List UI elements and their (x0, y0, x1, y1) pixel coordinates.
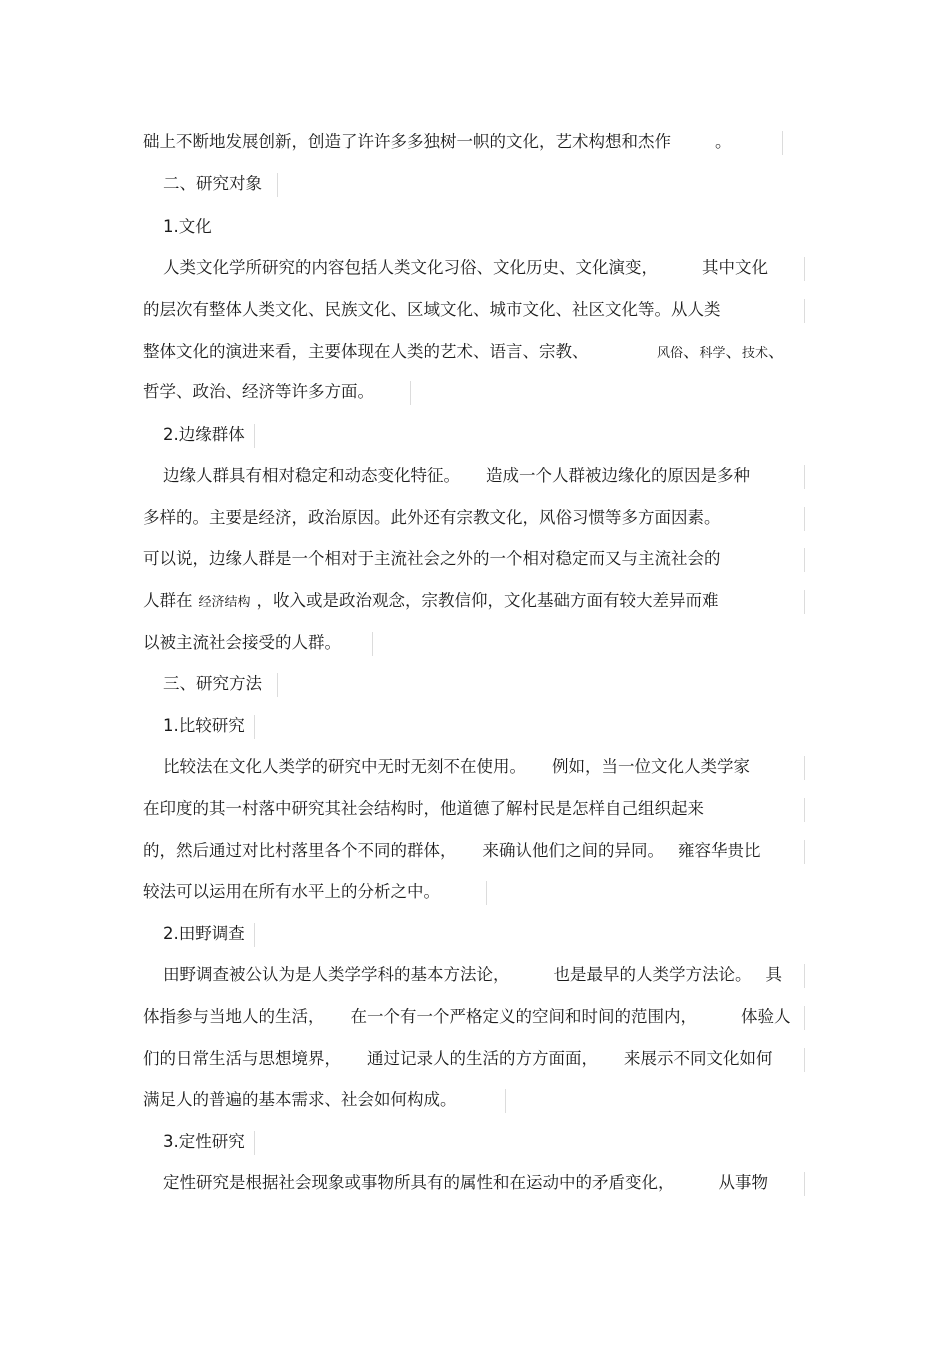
text-run: 体指参与当地人的生活， (143, 1007, 325, 1026)
text-run: 通过记录人的生活的方方面面， (367, 1049, 598, 1068)
text-box-edge (804, 465, 805, 489)
paragraph-line: 在印度的其一村落中研究其社会结构时，他道德了解村民是怎样自己组织起来 (143, 799, 704, 818)
paragraph-line (143, 131, 732, 153)
text-run: 科学 (699, 346, 726, 361)
text-run: 的，然后通过对比村落里各个不同的群体， (143, 841, 457, 860)
paragraph-line (143, 840, 761, 862)
text-box-edge (804, 964, 805, 988)
text-run: 在一个有一个严格定义的空间和时间的范围内， (350, 1007, 697, 1026)
text-box-edge (804, 756, 805, 780)
text-run: 础上不断地发展创新，创造了许许多多独树一帜的文化，艺术构想和杰作 (143, 132, 671, 151)
text-run: 定性研究是根据社会现象或事物所具有的属性和在运动中的矛盾变化， (163, 1173, 675, 1192)
subsection-heading: 2.边缘群体 (163, 425, 245, 444)
paragraph-line: 以被主流社会接受的人群。 (143, 633, 341, 652)
paragraph-line: 的层次有整体人类文化、民族文化、区域文化、城市文化、社区文化等。从人类 (143, 300, 721, 319)
text-box-edge (804, 840, 805, 864)
text-box-edge (804, 1172, 805, 1196)
text-box-edge (804, 1006, 805, 1030)
text-run: 。 (715, 132, 732, 151)
text-box-edge (277, 673, 278, 697)
text-run: 造成一个人群被边缘化的原因是多种 (486, 466, 750, 485)
paragraph-line: 可以说，边缘人群是一个相对于主流社会之外的一个相对稳定而又与主流社会的 (143, 549, 721, 568)
text-run: 从事物 (718, 1173, 768, 1192)
text-box-edge (782, 131, 783, 155)
text-box-edge (254, 424, 255, 448)
paragraph-line-tail (657, 341, 785, 363)
text-box-edge (277, 173, 278, 197)
subsection-heading: 2.田野调查 (163, 924, 245, 943)
text-run: 技术 (742, 346, 769, 361)
text-run: 们的日常生活与思想境界， (143, 1049, 341, 1068)
text-box-edge (254, 923, 255, 947)
text-box-edge (410, 381, 411, 405)
text-run: 经济结构 (198, 595, 251, 610)
subsection-heading: 1.比较研究 (163, 716, 245, 735)
text-run: 风俗 (657, 346, 684, 361)
text-run: 具 (765, 965, 782, 984)
section-heading: 三、研究方法 (163, 674, 262, 693)
text-box-edge (804, 548, 805, 572)
subsection-heading: 1.文化 (163, 217, 212, 236)
text-run: 、 (768, 342, 785, 361)
paragraph-line (143, 1048, 773, 1070)
paragraph-line (163, 756, 750, 778)
text-box-edge (254, 1131, 255, 1155)
paragraph-line (163, 1172, 768, 1194)
text-box-edge (372, 632, 373, 656)
paragraph-line: 哲学、政治、经济等许多方面。 (143, 382, 374, 401)
text-box-edge (254, 715, 255, 739)
text-run: 也是最早的人类学方法论。 (553, 965, 752, 984)
paragraph-line (143, 1006, 791, 1028)
text-run: 来确认他们之间的异同。 (482, 841, 664, 860)
text-box-edge (804, 590, 805, 614)
paragraph-line (163, 465, 750, 487)
text-run: 来展示不同文化如何 (624, 1049, 773, 1068)
paragraph-line: 较法可以运用在所有水平上的分析之中。 (143, 882, 440, 901)
text-run: 雍容华贵比 (678, 841, 761, 860)
text-run: ，收入或是政治观念，宗教信仰，文化基础方面有较大差异而难 (256, 591, 719, 610)
paragraph-line (143, 590, 719, 612)
text-run: 比较法在文化人类学的研究中无时无刻不在使用。 (163, 757, 526, 776)
paragraph-line (143, 341, 589, 363)
text-run: 体验人 (741, 1007, 791, 1026)
text-run: 边缘人群具有相对稳定和动态变化特征。 (163, 466, 460, 485)
text-box-edge (804, 798, 805, 822)
text-run: 、 (725, 342, 743, 361)
text-run: 整体文化的演进来看，主要体现在人类的艺术、语言、宗教、 (143, 342, 589, 361)
text-box-edge (486, 881, 487, 905)
subsection-heading: 3.定性研究 (163, 1132, 245, 1151)
text-box-edge (505, 1089, 506, 1113)
section-heading: 二、研究对象 (163, 174, 262, 193)
text-box-edge (804, 299, 805, 323)
paragraph-line: 多样的。主要是经济，政治原因。此外还有宗教文化，风俗习惯等多方面因素。 (143, 508, 721, 527)
text-run: 、 (683, 342, 700, 361)
paragraph-line (163, 257, 768, 279)
text-run: 其中文化 (702, 258, 768, 277)
text-run: 田野调查被公认为是人类学学科的基本方法论， (163, 965, 510, 984)
text-run: 人群在 (143, 591, 193, 610)
paragraph-line: 满足人的普遍的基本需求、社会如何构成。 (143, 1090, 457, 1109)
text-run: 例如，当一位文化人类学家 (552, 757, 750, 776)
paragraph-line (163, 964, 782, 986)
text-box-edge (804, 257, 805, 281)
text-run: 人类文化学所研究的内容包括人类文化习俗、文化历史、文化演变， (163, 258, 658, 277)
text-box-edge (804, 1048, 805, 1072)
text-box-edge (804, 507, 805, 531)
